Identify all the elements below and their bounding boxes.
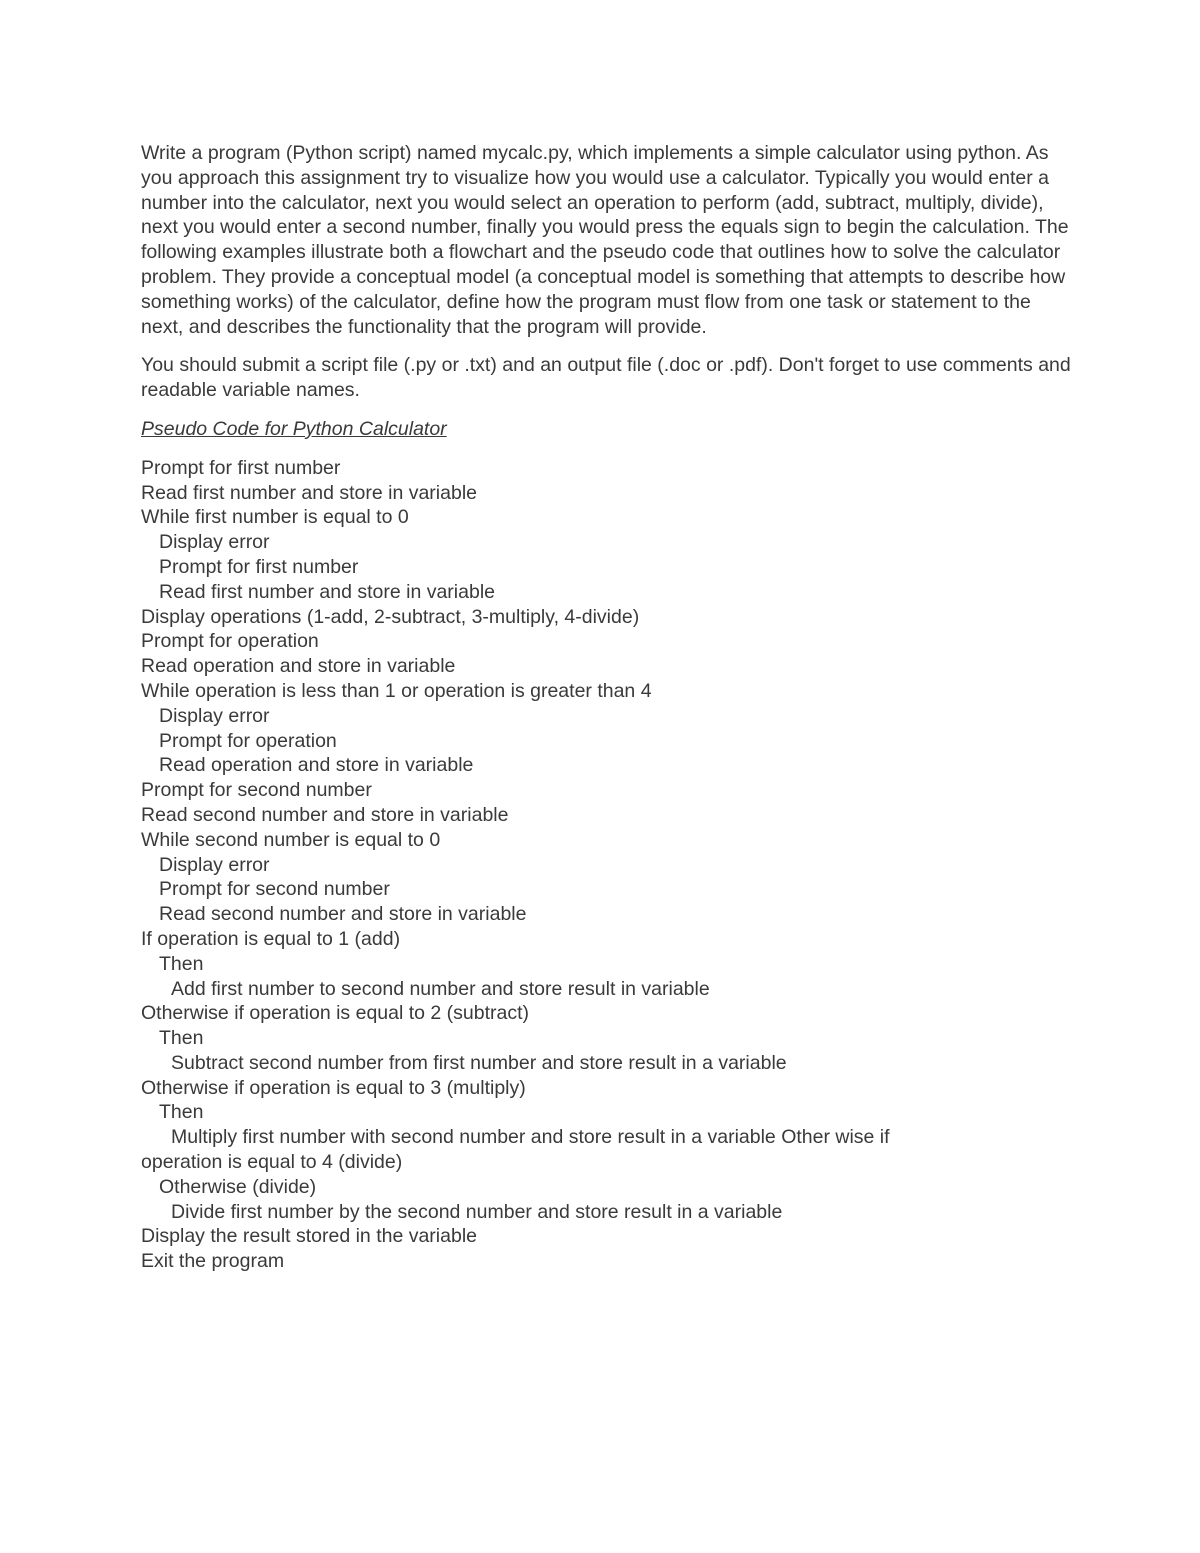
pseudo-line: Display error: [159, 531, 270, 554]
pseudo-line: Read second number and store in variable: [141, 803, 509, 826]
pseudo-line: While first number is equal to 0: [141, 506, 409, 529]
pseudo-line: Display the result stored in the variable: [141, 1225, 478, 1248]
pseudo-line: Then: [159, 1027, 204, 1050]
pseudo-line: Prompt for second number: [159, 878, 390, 901]
pseudo-line: Read second number and store in variable: [159, 903, 527, 926]
pseudo-line: Prompt for operation: [159, 729, 337, 752]
intro-paragraph: Write a program (Python script) named mycalc.py, which implements a simple calculator using python. As you approach this assignment try to visualize how you would use a calculator. Typically you would enter a number into the calculator, next you would select an operation to perform (add, subtract, multiply, divide), next you would enter a second number, finally you would press the equals sign to begin the calculation. The following examples illustrate both a flowchart and the pseudo code that outlines how to solve the calculator problem. They provide a conceptual model (a conceptual model is something that attempts to describe how something works) of the calculator, define how the program must flow from one task or statement to the next, and describes the functionality that the program will provide.: [141, 142, 1069, 338]
pseudo-line: Display error: [159, 853, 270, 876]
document-page: [141, 141, 1071, 1274]
pseudo-line: Add first number to second number and store result in variable: [171, 977, 710, 1000]
pseudo-line: Prompt for first number: [159, 555, 359, 578]
pseudo-line: Read operation and store in variable: [141, 655, 456, 678]
pseudo-line: Otherwise if operation is equal to 2 (subtract): [141, 1002, 530, 1025]
pseudo-line: Display error: [159, 704, 270, 727]
pseudo-line: operation is equal to 4 (divide): [141, 1151, 403, 1174]
pseudo-line: Multiply first number with second number and store result in a variable Other wise if: [171, 1126, 890, 1149]
pseudo-line: While second number is equal to 0: [141, 828, 441, 851]
submission-paragraph: You should submit a script file (.py or .txt) and an output file (.doc or .pdf). Don't forget to use comments and readable variable names.: [141, 354, 1071, 402]
pseudo-line: Read first number and store in variable: [159, 580, 496, 603]
pseudo-line: Otherwise (divide): [159, 1175, 317, 1198]
pseudo-line: Read operation and store in variable: [159, 754, 474, 777]
pseudo-line: Prompt for operation: [141, 630, 319, 653]
pseudo-line: While operation is less than 1 or operation is greater than 4: [141, 679, 652, 702]
pseudo-line: Subtract second number from first number and store result in a variable: [171, 1051, 787, 1074]
pseudo-line: If operation is equal to 1 (add): [141, 927, 401, 950]
pseudo-line: Prompt for first number: [141, 456, 341, 479]
pseudo-line: Prompt for second number: [141, 779, 372, 802]
pseudo-line: Exit the program: [141, 1250, 285, 1273]
pseudo-line: Display operations (1-add, 2-subtract, 3-multiply, 4-divide): [141, 605, 640, 628]
pseudo-line: Then: [159, 952, 204, 975]
pseudo-code-block: [141, 456, 1071, 1274]
pseudo-line: Otherwise if operation is equal to 3 (multiply): [141, 1076, 526, 1099]
pseudo-line: Read first number and store in variable: [141, 481, 478, 504]
pseudo-line: Divide first number by the second number and store result in a variable: [171, 1200, 783, 1223]
pseudo-line: Then: [159, 1101, 204, 1124]
pseudo-code-heading: Pseudo Code for Python Calculator: [141, 417, 447, 440]
